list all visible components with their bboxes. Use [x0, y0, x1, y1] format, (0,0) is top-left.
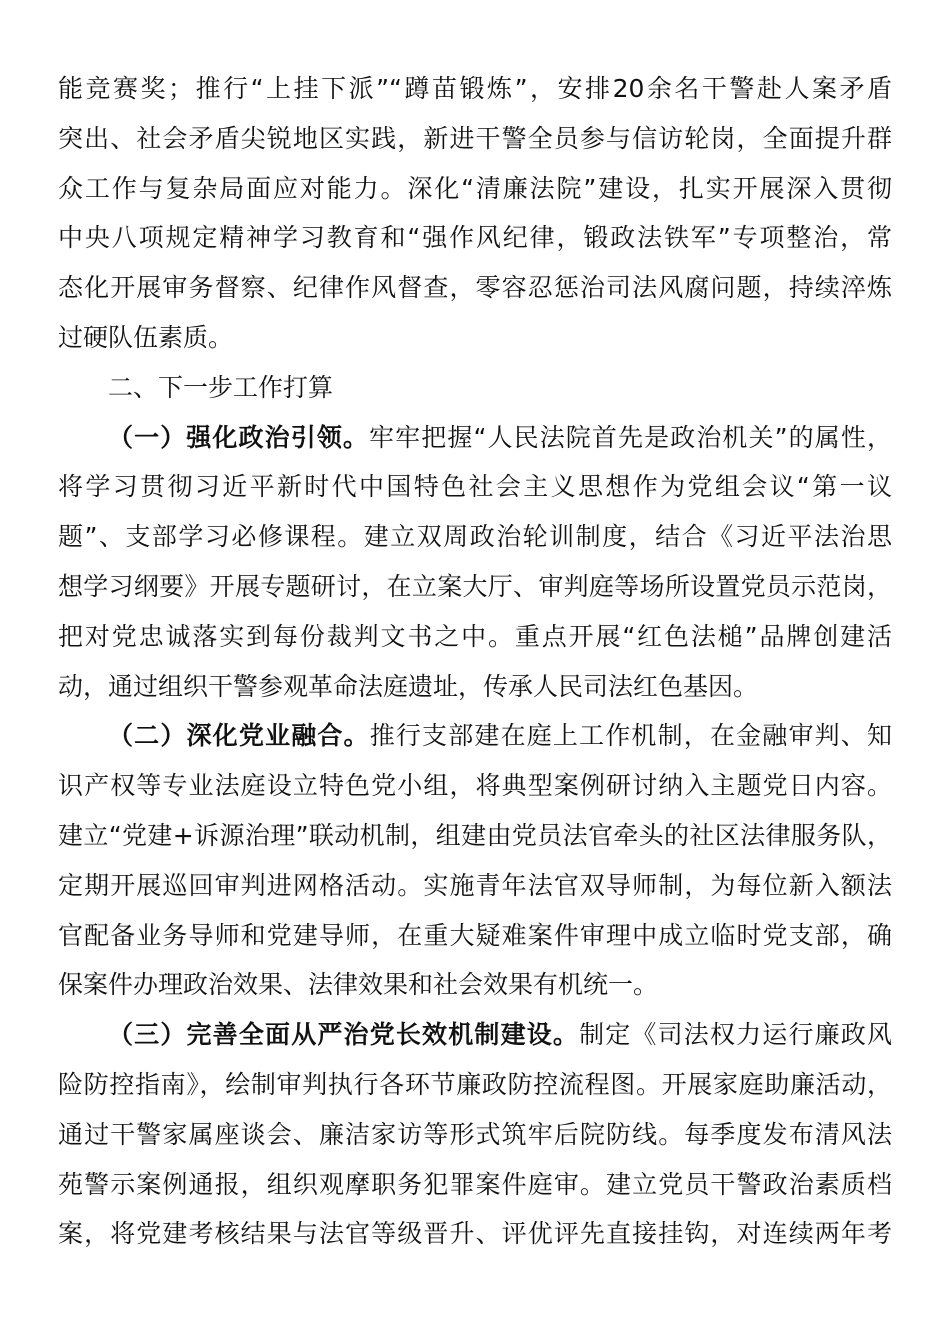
subheading: （一）强化政治引领。: [108, 422, 370, 452]
text-span: 推行支部建在庭上工作机制，在金融审判、知: [369, 721, 892, 751]
text-line: 中央八项规定精神学习教育和“强作风纪律，锻政法铁军”专项整治，常: [58, 223, 892, 253]
text-line: 苑警示案例通报，组织观摩职务犯罪案件庭审。建立党员干警政治素质档: [58, 1169, 892, 1199]
text-line: 态化开展审务督察、纪律作风督查，零容忍惩治司法风腐问题，持续淬炼: [58, 273, 892, 303]
text-line: 想学习纲要》开展专题研讨，在立案大厅、审判庭等场所设置党员示范岗，: [58, 571, 892, 601]
paragraph-political-leadership: [58, 413, 892, 712]
text-line: 突出、社会矛盾尖锐地区实践，新进干警全员参与信访轮岗，全面提升群: [58, 123, 892, 153]
text-line: 定期开展巡回审判进网格活动。实施青年法官双导师制，为每位新入额法: [58, 870, 892, 900]
subheading: （三）完善全面从严治党长效机制建设。: [108, 1020, 580, 1050]
document-page: [58, 64, 892, 1259]
text-line: 题”、支部学习必修课程。建立双周政治轮训制度，结合《习近平法治思: [58, 522, 892, 552]
subheading: （二）深化党业融合。: [108, 721, 370, 751]
paragraph-strict-party-governance: [58, 1010, 892, 1259]
text-line: 把对党忠诚落实到每份裁判文书之中。重点开展“红色法槌”品牌创建活: [58, 621, 892, 651]
text-line: [58, 413, 892, 463]
text-line: [58, 1010, 892, 1060]
text-span: 制定《司法权力运行廉政风: [579, 1020, 892, 1050]
text-line: 将学习贯彻习近平新时代中国特色社会主义思想作为党组会议“第一议: [58, 472, 892, 502]
section-heading: 二、下一步工作打算: [108, 372, 334, 402]
text-line: 众工作与复杂局面应对能力。深化“清廉法院”建设，扎实开展深入贯彻: [58, 173, 892, 203]
paragraph-party-business-integration: [58, 711, 892, 1010]
text-line: 建立“党建+诉源治理”联动机制，组建由党员法官牵头的社区法律服务队，: [58, 820, 892, 850]
text-line: 识产权等专业法庭设立特色党小组，将典型案例研讨纳入主题党日内容。: [58, 771, 892, 801]
text-line: 动，通过组织干警参观革命法庭遗址，传承人民司法红色基因。: [58, 671, 759, 701]
text-line: 险防控指南》，绘制审判执行各环节廉政防控流程图。开展家庭助廉活动，: [58, 1069, 892, 1099]
text-line: 过硬队伍素质。: [58, 322, 234, 352]
text-line: 通过干警家属座谈会、廉洁家访等形式筑牢后院防线。每季度发布清风法: [58, 1119, 892, 1149]
paragraph-team-building: [58, 64, 892, 363]
text-line: 保案件办理政治效果、法律效果和社会效果有机统一。: [58, 970, 659, 1000]
text-line: 能竞赛奖；推行“上挂下派”“蹲苗锻炼”，安排20余名干警赴人案矛盾: [58, 74, 892, 103]
text-line: 官配备业务导师和党建导师，在重大疑难案件审理中成立临时党支部，确: [58, 920, 892, 950]
text-line: [58, 711, 892, 761]
text-line: 案，将党建考核结果与法官等级晋升、评优评先直接挂钩，对连续两年考: [58, 1219, 892, 1249]
text-span: 牢牢把握“人民法院首先是政治机关”的属性，: [369, 422, 892, 452]
